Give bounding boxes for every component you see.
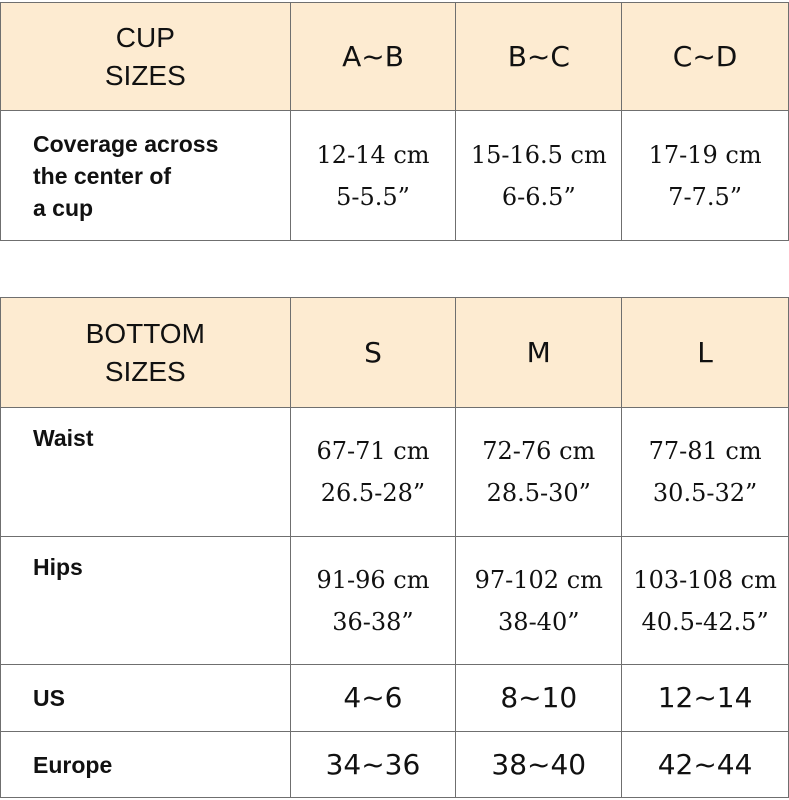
hips-value-cell [290, 537, 456, 665]
us-row [1, 665, 789, 732]
cup-size-header: C~D [622, 3, 789, 111]
value-inches: 40.5-42.5” [641, 607, 769, 636]
value-cm: 17-19 cm [648, 140, 762, 169]
value-inches: 36-38” [332, 607, 414, 636]
coverage-label [1, 111, 291, 241]
cup-sizes-title [1, 3, 291, 111]
waist-value-cell [622, 408, 789, 537]
waist-label: Waist [1, 408, 291, 537]
value-cm: 72-76 cm [482, 437, 596, 465]
coverage-label-line: Coverage across [33, 130, 219, 157]
bottom-header-row [1, 298, 789, 408]
coverage-value-cell [290, 111, 456, 241]
bottom-size-header: M [456, 298, 622, 408]
hips-label: Hips [1, 537, 291, 665]
value-inches: 6-6.5” [501, 182, 576, 211]
europe-label: Europe [1, 732, 291, 798]
coverage-label-line: the center of [33, 162, 172, 189]
value-cm: 103-108 cm [633, 565, 777, 594]
value-inches: 26.5-28” [320, 479, 426, 507]
value-cm: 91-96 cm [316, 565, 430, 594]
bottom-sizes-table [0, 297, 789, 798]
coverage-row [1, 111, 789, 241]
value-inches: 38-40” [498, 607, 580, 636]
hips-value-cell [456, 537, 622, 665]
value-cm: 12-14 cm [316, 140, 430, 169]
cup-header-row [1, 3, 789, 111]
value-inches: 28.5-30” [486, 479, 591, 507]
europe-size-value: 38~40 [456, 732, 622, 798]
cup-title-line2: SIZES [104, 59, 186, 91]
cup-sizes-table [0, 2, 789, 241]
bottom-size-header: S [290, 298, 456, 408]
hips-value-cell [622, 537, 789, 665]
coverage-value-cell [456, 111, 622, 241]
bottom-size-header: L [622, 298, 789, 408]
us-label: US [1, 665, 291, 732]
cup-size-header: A~B [290, 3, 456, 111]
cup-size-header: B~C [456, 3, 622, 111]
value-cm: 77-81 cm [648, 437, 762, 465]
hips-row [1, 537, 789, 665]
bottom-title-line2: SIZES [104, 355, 186, 387]
waist-value-cell [456, 408, 622, 537]
value-inches: 30.5-32” [652, 479, 758, 507]
waist-value-cell [290, 408, 456, 537]
bottom-sizes-title [1, 298, 291, 408]
us-size-value: 12~14 [622, 665, 789, 732]
value-inches: 7-7.5” [668, 182, 742, 211]
value-inches: 5-5.5” [336, 182, 410, 211]
europe-size-value: 34~36 [290, 732, 456, 798]
europe-row [1, 732, 789, 798]
waist-row [1, 408, 789, 537]
value-cm: 15-16.5 cm [470, 140, 607, 169]
coverage-value-cell [622, 111, 789, 241]
europe-size-value: 42~44 [622, 732, 789, 798]
value-cm: 67-71 cm [316, 437, 430, 465]
value-cm: 97-102 cm [474, 565, 603, 594]
coverage-label-line: a cup [33, 194, 94, 221]
cup-title-line1: CUP [115, 21, 175, 53]
bottom-title-line1: BOTTOM [85, 317, 205, 349]
us-size-value: 8~10 [456, 665, 622, 732]
us-size-value: 4~6 [290, 665, 456, 732]
